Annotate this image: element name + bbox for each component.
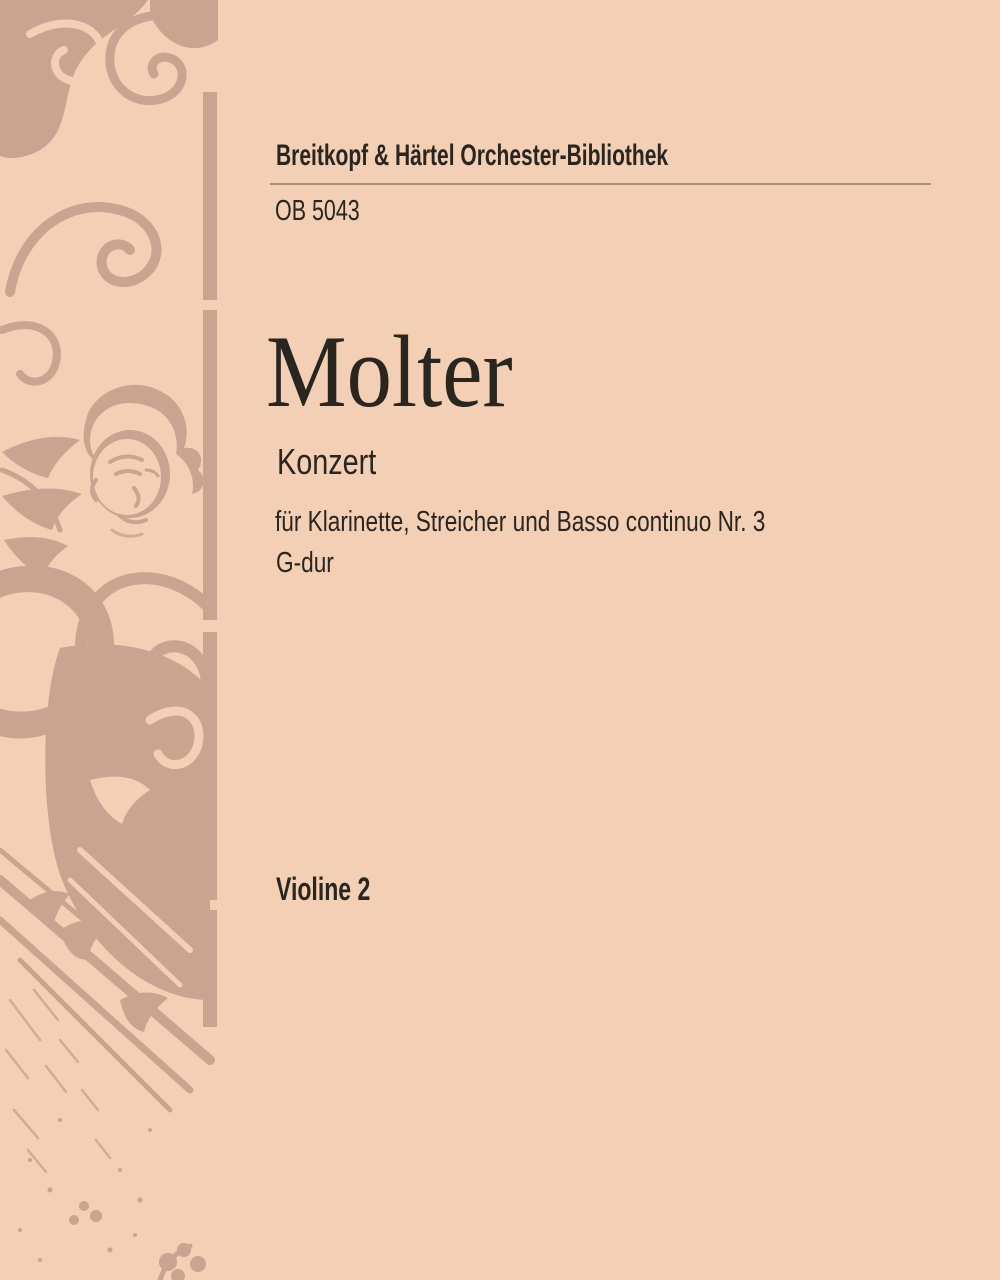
composer-name: Molter [266,315,513,429]
scoring-subtitle: für Klarinette, Streicher und Basso continuo Nr. 3 [275,506,766,538]
part-name: Violine 2 [276,871,371,907]
baroque-ornament-band [0,0,221,1280]
catalog-number: OB 5043 [275,195,360,227]
work-key: G-dur [276,547,334,579]
publisher-series-title: Breitkopf & Härtel Orchester-Bibliothek [276,139,669,172]
baroque-engraving-icon [0,0,221,1280]
work-title: Konzert [277,441,377,482]
header-rule [270,183,931,185]
